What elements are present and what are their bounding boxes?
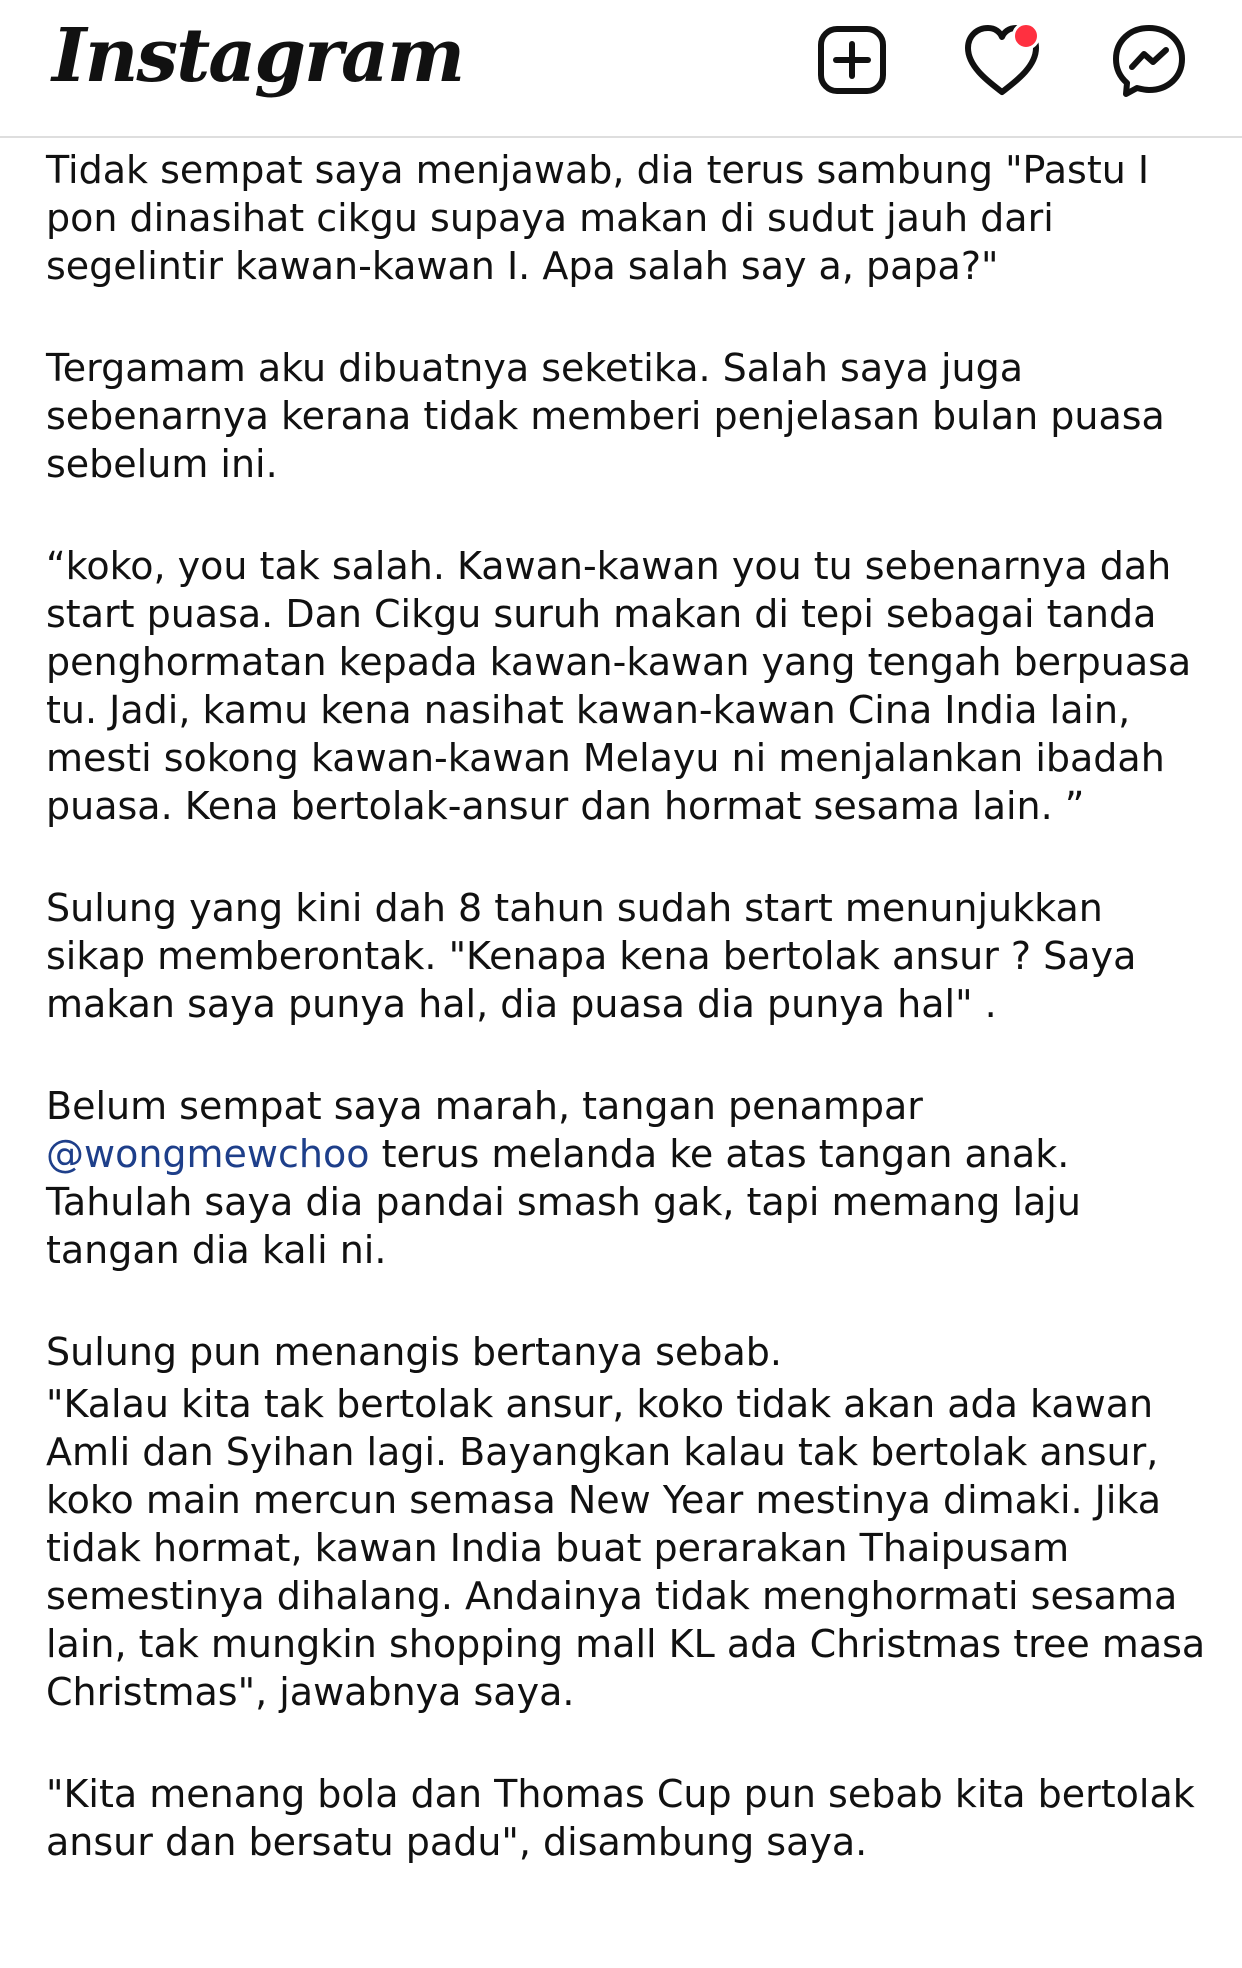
user-mention-link[interactable]: @wongmewchoo — [46, 1132, 370, 1176]
caption-paragraph: Tergamam aku dibuatnya seketika. Salah saya juga sebenarnya kerana tidak memberi penjelasan bulan puasa sebelum ini. — [46, 346, 1165, 486]
caption-paragraph: "Kalau kita tak bertolak ansur, koko tidak akan ada kawan Amli dan Syihan lagi. Bayangkan kalau tak bertolak ansur, koko main mercun semasa New Year mestinya dimaki. Jika tidak hormat, kawan India buat perarakan Thaipusam semestinya dihalang. Andainya tidak menghormati sesama lain, tak mungkin shopping mall KL ada Christmas tree masa Christmas", jawabnya saya. — [46, 1382, 1206, 1714]
caption-text: terus melanda ke atas tangan anak. Tahulah saya dia pandai smash gak, tapi memang laju tangan dia kali ni. — [46, 1132, 1081, 1272]
caption-paragraph: Sulung pun menangis bertanya sebab. — [46, 1330, 782, 1374]
app-header — [0, 0, 1242, 138]
notification-dot — [1012, 22, 1040, 50]
post-caption — [46, 146, 1206, 1920]
messenger-icon[interactable] — [1110, 22, 1188, 100]
caption-paragraph: Sulung yang kini dah 8 tahun sudah start menunjukkan sikap memberontak. "Kenapa kena bertolak ansur ? Saya makan saya punya hal, dia puasa dia punya hal" . — [46, 886, 1137, 1026]
new-post-icon[interactable] — [816, 24, 888, 96]
caption-paragraph: Tidak sempat saya menjawab, dia terus sambung "Pastu I pon dinasihat cikgu supaya makan di sudut jauh dari segelintir kawan-kawan I. Apa salah say a, papa?" — [46, 148, 1150, 288]
instagram-logo[interactable]: Instagram — [52, 13, 464, 99]
caption-text: Belum sempat saya marah, tangan penampar — [46, 1084, 923, 1128]
caption-paragraph-with-mention — [46, 1082, 1206, 1274]
caption-paragraph: "Kita menang bola dan Thomas Cup pun sebab kita bertolak ansur dan bersatu padu", disambung saya. — [46, 1772, 1195, 1864]
caption-paragraph: “koko, you tak salah. Kawan-kawan you tu sebenarnya dah start puasa. Dan Cikgu suruh makan di tepi sebagai tanda penghormatan kepada kawan-kawan yang tengah berpuasa tu. Jadi, kamu kena nasihat kawan-kawan Cina India lain, mesti sokong kawan-kawan Melayu ni menjalankan ibadah puasa. Kena bertolak-ansur dan hormat sesama lain. ” — [46, 544, 1192, 828]
